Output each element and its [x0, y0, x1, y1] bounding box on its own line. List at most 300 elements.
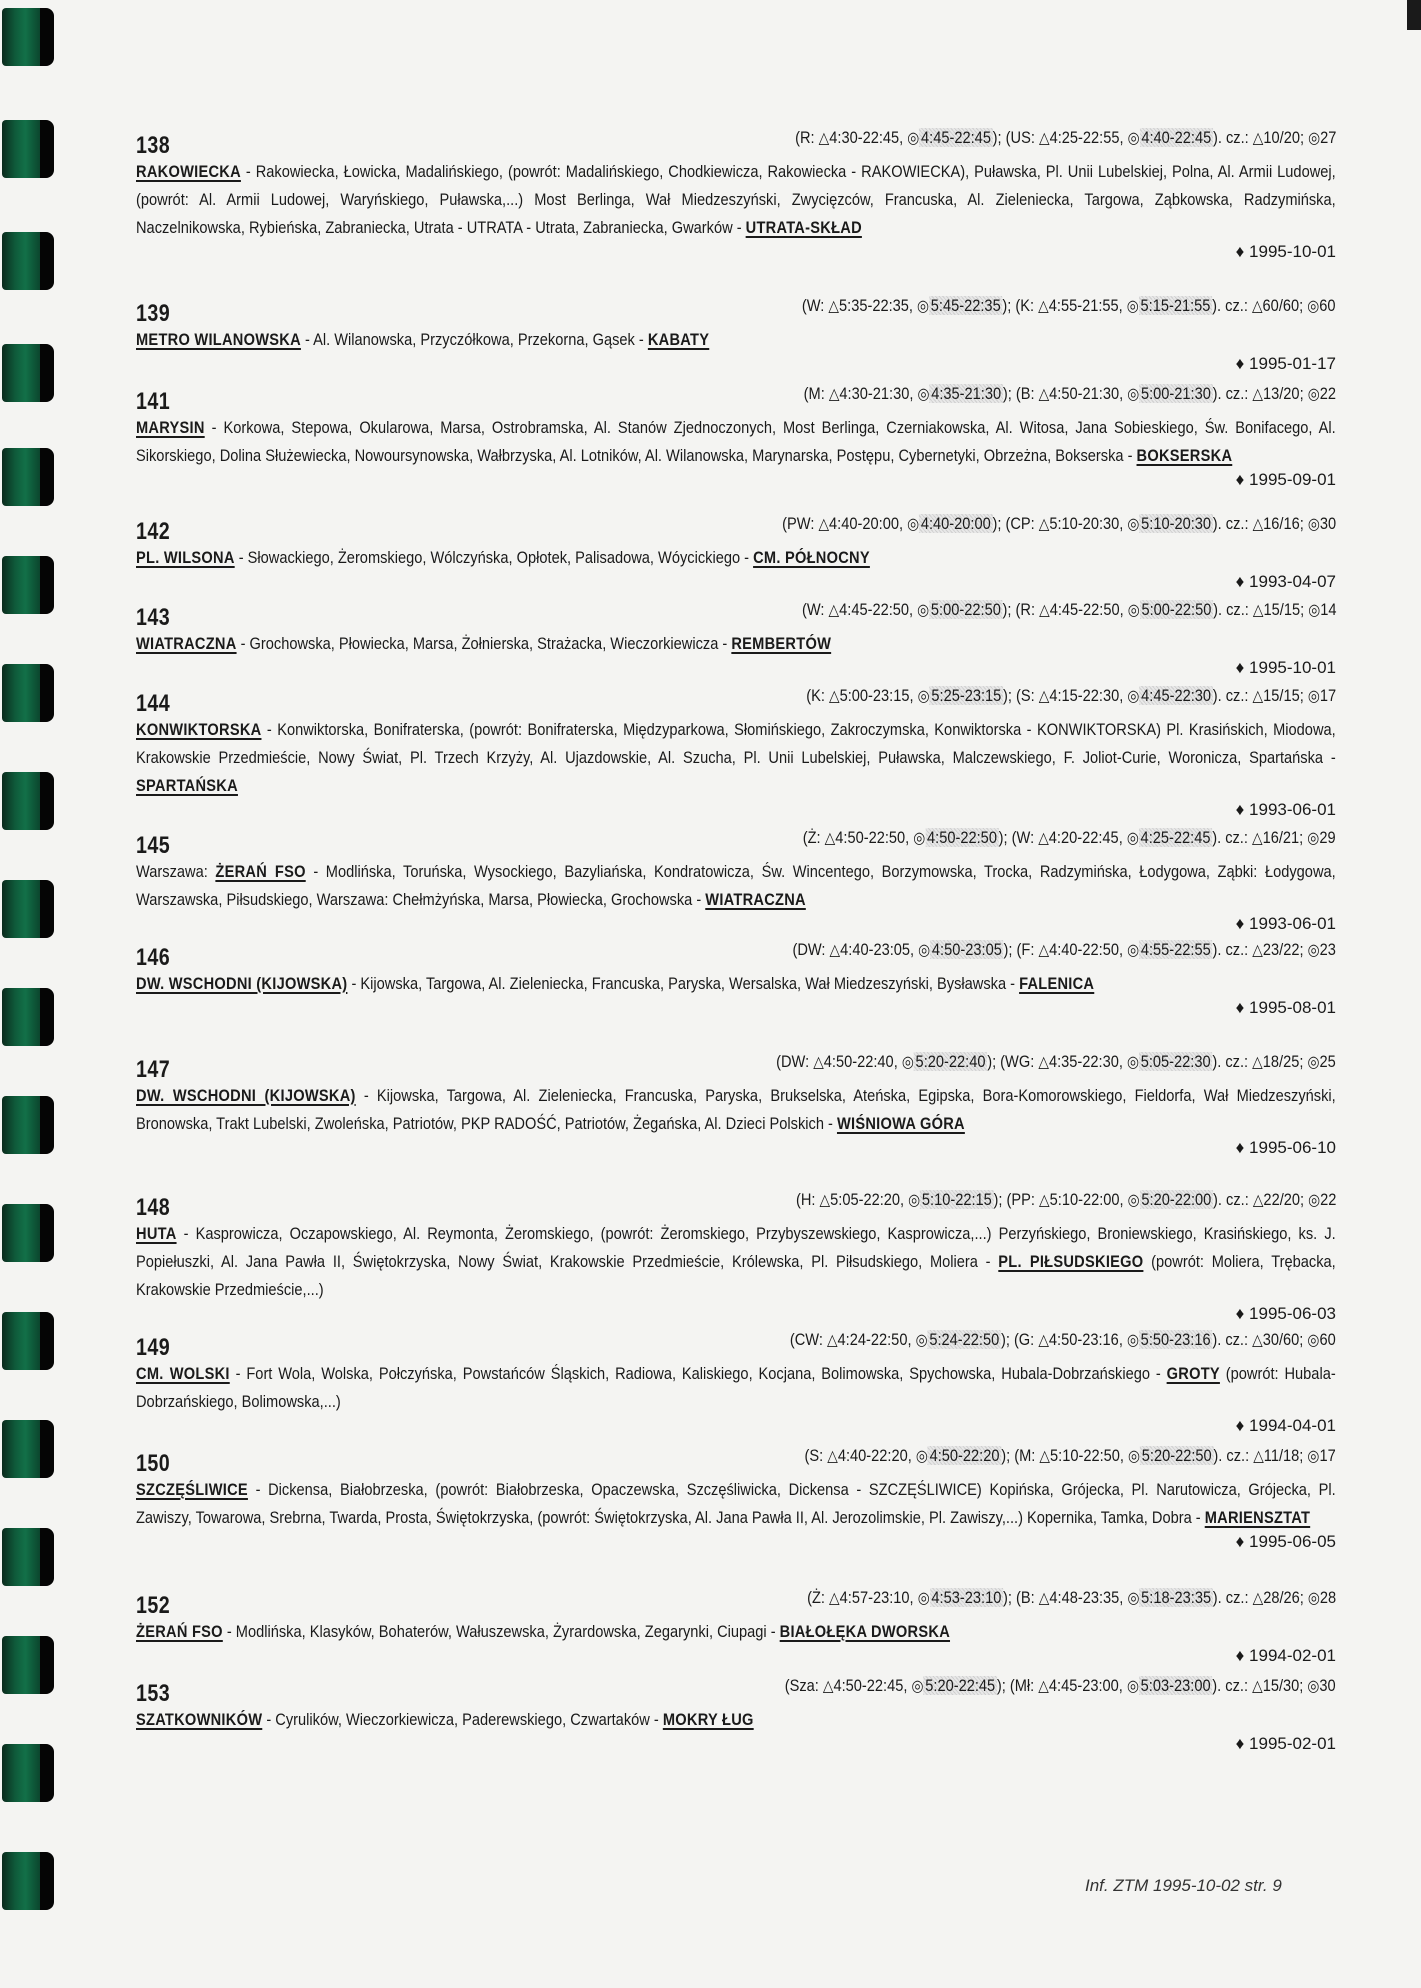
- holiday-icon: ◎: [916, 1448, 929, 1465]
- direction-a-weekday-hours: 4:50-22:40,: [824, 1052, 903, 1071]
- direction-b-holiday-hours: 5:20-22:50: [1142, 1446, 1212, 1465]
- direction-a-weekday-hours: 5:00-23:15,: [839, 686, 918, 705]
- route-description: [136, 1476, 1336, 1532]
- valid-from-date: ♦ 1995-02-01: [1235, 1734, 1336, 1753]
- start-terminus: DW. WSCHODNI (KIJOWSKA): [136, 1086, 356, 1105]
- route-number: 152: [136, 1592, 171, 1619]
- valid-from-date: ♦ 1995-01-17: [1235, 354, 1336, 373]
- direction-b-weekday-hours: 4:48-23:35,: [1049, 1588, 1128, 1607]
- weekday-icon: △: [1252, 1192, 1263, 1209]
- start-terminus: CM. WOLSKI: [136, 1364, 230, 1383]
- route-streets: - Dickensa, Białobrzeska, (powrót: Białobrzeska, Opaczewska, Szczęśliwicka, Dickensa - SZCZĘŚLIWICE) Kopińska, Grójecka, Pl. Narutowicza, Grójecka, Pl. Zawiszy, Towarowa, Srebrna, Twarda, Prosta, Świętokrzyska, (powrót: Świętokrzyska, Al. Jana Pawła II, Al. Jerozolimskie, Pl. Zawiszy,...) Kopernika, Tamka, Dobra -: [136, 1480, 1336, 1527]
- date-row: [136, 242, 1336, 262]
- weekday-icon: △: [825, 830, 836, 847]
- date-row: [136, 1304, 1336, 1324]
- end-terminus: WIATRACZNA: [705, 890, 806, 909]
- direction-a-weekday-hours: 4:50-22:45,: [833, 1676, 912, 1695]
- weekday-icon: △: [1252, 1054, 1263, 1071]
- holiday-icon: ◎: [1307, 1054, 1320, 1071]
- direction-a-holiday-hours: 4:35-21:30: [931, 384, 1002, 403]
- holiday-frequency: 60: [1319, 296, 1336, 315]
- route-description: [136, 1706, 1336, 1734]
- binding-ring: [2, 988, 54, 1046]
- route-number: 143: [136, 604, 171, 631]
- direction-b-code: ); (R:: [1002, 600, 1039, 619]
- route-entry-147: [136, 1052, 1336, 1158]
- direction-b-weekday-hours: 4:40-22:50,: [1049, 940, 1128, 959]
- weekday-icon: △: [1252, 386, 1263, 403]
- route-description: [136, 1618, 1336, 1646]
- holiday-icon: ◎: [1307, 1192, 1320, 1209]
- weekday-icon: △: [1252, 1590, 1263, 1607]
- direction-b-weekday-hours: 4:35-22:30,: [1049, 1052, 1128, 1071]
- binding-ring: [2, 1096, 54, 1154]
- direction-a-holiday-hours: 4:53-23:10: [931, 1588, 1002, 1607]
- route-streets: - Cyrulików, Wieczorkiewicza, Paderewskiego, Czwartaków -: [262, 1710, 663, 1729]
- start-terminus: ŻERAŃ FSO: [215, 862, 306, 881]
- holiday-icon: ◎: [907, 1192, 920, 1209]
- route-entry-150: [136, 1446, 1336, 1552]
- holiday-icon: ◎: [1307, 1678, 1320, 1695]
- direction-a-code: (DW:: [776, 1052, 814, 1071]
- date-row: [136, 800, 1336, 820]
- direction-a-code: (DW:: [792, 940, 830, 959]
- valid-from-date: ♦ 1994-02-01: [1235, 1646, 1336, 1665]
- weekday-icon: △: [1038, 942, 1050, 959]
- direction-a-weekday-hours: 4:30-22:45,: [828, 128, 907, 147]
- start-terminus: METRO WILANOWSKA: [136, 330, 301, 349]
- direction-b-holiday-hours: 4:40-22:45: [1140, 128, 1211, 147]
- holiday-frequency: 60: [1319, 1330, 1336, 1349]
- direction-b-code: ); (S:: [1002, 686, 1039, 705]
- end-terminus: FALENICA: [1019, 974, 1095, 993]
- route-number: 138: [136, 132, 171, 159]
- direction-b-weekday-hours: 4:50-23:16,: [1049, 1330, 1128, 1349]
- route-number: 146: [136, 944, 171, 971]
- weekday-icon: △: [813, 1054, 825, 1071]
- weekday-frequency: 15/15;: [1262, 600, 1308, 619]
- weekday-icon: △: [1039, 1448, 1051, 1465]
- weekday-frequency: 60/60;: [1262, 296, 1308, 315]
- route-entry-149: [136, 1330, 1336, 1436]
- direction-a-code: (Ż:: [803, 828, 826, 847]
- holiday-frequency: 25: [1319, 1052, 1336, 1071]
- holiday-icon: ◎: [1127, 1054, 1140, 1071]
- direction-b-holiday-hours: 5:00-21:30: [1140, 384, 1211, 403]
- direction-a-code: (M:: [803, 384, 829, 403]
- holiday-icon: ◎: [1307, 1332, 1320, 1349]
- weekday-icon: △: [1252, 602, 1263, 619]
- weekday-icon: △: [1038, 1590, 1050, 1607]
- weekday-icon: △: [1252, 1678, 1263, 1695]
- holiday-frequency: 17: [1319, 686, 1336, 705]
- holiday-frequency: 27: [1319, 128, 1336, 147]
- holiday-icon: ◎: [1128, 1448, 1141, 1465]
- weekday-icon: △: [1038, 1054, 1050, 1071]
- direction-b-holiday-hours: 4:25-22:45: [1140, 828, 1211, 847]
- binding-ring: [2, 1204, 54, 1262]
- direction-b-code: ); (K:: [1002, 296, 1039, 315]
- binding-ring: [2, 1528, 54, 1586]
- weekday-icon: △: [1038, 516, 1050, 533]
- holiday-icon: ◎: [917, 386, 930, 403]
- route-description: [136, 414, 1336, 470]
- holiday-frequency: 30: [1319, 1676, 1336, 1695]
- frequency-label: ). cz.:: [1212, 296, 1253, 315]
- frequency-label: ). cz.:: [1212, 384, 1253, 403]
- service-hours: [796, 1190, 1336, 1210]
- end-terminus: PL. PIŁSUDSKIEGO: [998, 1252, 1144, 1271]
- route-description: [136, 326, 1336, 354]
- valid-from-date: ♦ 1993-04-07: [1235, 572, 1336, 591]
- route-number: 150: [136, 1450, 171, 1477]
- service-hours: [807, 1588, 1336, 1608]
- route-entry-146: [136, 940, 1336, 1018]
- frequency-label: ). cz.:: [1212, 940, 1253, 959]
- entry-header: [136, 828, 1336, 858]
- direction-a-code: (CW:: [790, 1330, 828, 1349]
- entry-header: [136, 1588, 1336, 1618]
- weekday-icon: △: [828, 298, 840, 315]
- service-hours: [806, 686, 1336, 706]
- weekday-icon: △: [828, 386, 840, 403]
- holiday-frequency: 28: [1319, 1588, 1336, 1607]
- direction-b-code: ); (CP:: [992, 514, 1039, 533]
- weekday-icon: △: [818, 516, 829, 533]
- weekday-frequency: 22/20;: [1262, 1190, 1308, 1209]
- end-terminus: GROTY: [1166, 1364, 1220, 1383]
- weekday-icon: △: [1252, 830, 1263, 847]
- date-row: [136, 1138, 1336, 1158]
- direction-a-weekday-hours: 4:50-22:50,: [835, 828, 914, 847]
- direction-b-weekday-hours: 5:10-22:50,: [1050, 1446, 1129, 1465]
- service-hours: [785, 1676, 1336, 1696]
- route-number: 144: [136, 690, 171, 717]
- direction-a-code: (PW:: [782, 514, 819, 533]
- binding-ring: [2, 1636, 54, 1694]
- holiday-icon: ◎: [1307, 1590, 1320, 1607]
- date-row: [136, 1532, 1336, 1552]
- route-entry-143: [136, 600, 1336, 678]
- weekday-icon: △: [829, 942, 841, 959]
- weekday-icon: △: [828, 602, 839, 619]
- date-row: [136, 1416, 1336, 1436]
- holiday-icon: ◎: [917, 298, 930, 315]
- route-number: 142: [136, 518, 171, 545]
- end-terminus: REMBERTÓW: [731, 634, 832, 653]
- route-entry-141: [136, 384, 1336, 490]
- direction-a-weekday-hours: 4:24-22:50,: [837, 1330, 916, 1349]
- route-streets: - Kijowska, Targowa, Al. Zieleniecka, Francuska, Paryska, Brukselska, Ateńska, Egipska, Bora-Komorowskiego, Fieldorfa, Wał Miedzeszyński, Bronowska, Trakt Lubelski, Zwoleńska, Patriotów, PKP RADOŚĆ, Patriotów, Żegańska, Al. Dzieci Polskich -: [136, 1086, 1336, 1133]
- holiday-icon: ◎: [906, 516, 919, 533]
- direction-b-weekday-hours: 4:25-22:55,: [1049, 128, 1128, 147]
- direction-b-code: ); (B:: [1002, 384, 1039, 403]
- binding-ring: [2, 8, 54, 66]
- frequency-label: ). cz.:: [1212, 1588, 1253, 1607]
- weekday-frequency: 16/21;: [1262, 828, 1308, 847]
- holiday-icon: ◎: [917, 688, 930, 705]
- start-terminus: SZCZĘŚLIWICE: [136, 1480, 248, 1499]
- valid-from-date: ♦ 1993-06-01: [1235, 914, 1336, 933]
- start-terminus: SZATKOWNIKÓW: [136, 1710, 263, 1729]
- route-entry-142: [136, 514, 1336, 592]
- weekday-icon: △: [1252, 516, 1263, 533]
- route-streets: - Modlińska, Klasyków, Bohaterów, Wałuszewska, Żyrardowska, Zegarynki, Ciupagi -: [222, 1622, 780, 1641]
- direction-b-code: ); (M:: [1001, 1446, 1040, 1465]
- frequency-label: ). cz.:: [1212, 128, 1253, 147]
- holiday-icon: ◎: [1307, 298, 1320, 315]
- frequency-label: ). cz.:: [1212, 1330, 1253, 1349]
- binding-ring: [2, 664, 54, 722]
- holiday-icon: ◎: [1127, 1332, 1140, 1349]
- weekday-frequency: 30/60;: [1262, 1330, 1308, 1349]
- service-hours: [802, 296, 1336, 316]
- weekday-icon: △: [828, 688, 840, 705]
- route-entry-138: [136, 128, 1336, 262]
- service-hours: [776, 1052, 1336, 1072]
- weekday-icon: △: [828, 1590, 840, 1607]
- route-description: [136, 158, 1336, 242]
- binding-ring: [2, 772, 54, 830]
- route-entry-139: [136, 296, 1336, 374]
- route-number: 145: [136, 832, 171, 859]
- weekday-icon: △: [1253, 1448, 1265, 1465]
- holiday-icon: ◎: [1127, 1678, 1140, 1695]
- holiday-icon: ◎: [1307, 942, 1320, 959]
- date-row: [136, 914, 1336, 934]
- direction-a-code: (K:: [806, 686, 829, 705]
- weekday-frequency: 28/26;: [1262, 1588, 1308, 1607]
- weekday-frequency: 10/20;: [1262, 128, 1308, 147]
- direction-b-holiday-hours: 5:20-22:00: [1140, 1190, 1211, 1209]
- direction-a-holiday-hours: 5:24-22:50: [929, 1330, 1000, 1349]
- weekday-frequency: 16/16;: [1262, 514, 1308, 533]
- valid-from-date: ♦ 1995-09-01: [1235, 470, 1336, 489]
- weekday-icon: △: [1252, 130, 1263, 147]
- holiday-icon: ◎: [1127, 130, 1140, 147]
- holiday-icon: ◎: [1127, 298, 1140, 315]
- direction-b-weekday-hours: 4:55-21:55,: [1049, 296, 1128, 315]
- direction-b-holiday-hours: 5:15-21:55: [1140, 296, 1211, 315]
- frequency-label: ). cz.:: [1212, 1190, 1253, 1209]
- holiday-icon: ◎: [1127, 1590, 1140, 1607]
- holiday-icon: ◎: [1127, 830, 1140, 847]
- holiday-icon: ◎: [1307, 130, 1320, 147]
- start-terminus: MARYSIN: [136, 418, 205, 437]
- start-terminus: HUTA: [136, 1224, 177, 1243]
- weekday-icon: △: [1038, 298, 1050, 315]
- holiday-icon: ◎: [916, 602, 929, 619]
- holiday-frequency: 29: [1319, 828, 1336, 847]
- weekday-icon: △: [1038, 688, 1050, 705]
- holiday-icon: ◎: [1307, 688, 1320, 705]
- direction-b-code: ); (W:: [999, 828, 1039, 847]
- direction-a-code: (W:: [801, 600, 829, 619]
- route-number: 148: [136, 1194, 171, 1221]
- binding-ring: [2, 1744, 54, 1802]
- valid-from-date: ♦ 1995-08-01: [1235, 998, 1336, 1017]
- weekday-icon: △: [819, 1192, 830, 1209]
- route-description: [136, 970, 1336, 998]
- entry-header: [136, 1330, 1336, 1360]
- holiday-icon: ◎: [1127, 386, 1140, 403]
- date-row: [136, 1734, 1336, 1754]
- service-hours: [803, 828, 1336, 848]
- entry-header: [136, 1052, 1336, 1082]
- weekday-icon: △: [1252, 688, 1263, 705]
- route-streets: - Słowackiego, Żeromskiego, Wólczyńska, Opłotek, Palisadowa, Wóycickiego -: [234, 548, 754, 567]
- direction-a-holiday-hours: 5:25-23:15: [931, 686, 1002, 705]
- spiral-binding: [0, 0, 70, 1988]
- entry-header: [136, 686, 1336, 716]
- holiday-frequency: 17: [1319, 1446, 1336, 1465]
- holiday-icon: ◎: [917, 1590, 930, 1607]
- direction-b-holiday-hours: 5:10-20:30: [1140, 514, 1211, 533]
- direction-a-holiday-hours: 5:45-22:35: [931, 296, 1002, 315]
- weekday-icon: △: [1038, 386, 1050, 403]
- direction-a-code: (R:: [794, 128, 819, 147]
- weekday-frequency: 23/22;: [1262, 940, 1308, 959]
- direction-a-code: (Ż:: [806, 1588, 829, 1607]
- route-entry-148: [136, 1190, 1336, 1324]
- direction-a-holiday-hours: 5:20-22:45: [925, 1676, 996, 1695]
- direction-b-weekday-hours: 4:20-22:45,: [1049, 828, 1128, 847]
- weekday-frequency: 18/25;: [1262, 1052, 1308, 1071]
- direction-b-code: ); (WG:: [987, 1052, 1039, 1071]
- route-streets: - Korkowa, Stepowa, Okularowa, Marsa, Ostrobramska, Al. Stanów Zjednoczonych, Most Berlinga, Czerniakowska, Al. Witosa, Jana Sobieskiego, Św. Bonifacego, Al. Sikorskiego, Dolina Służewiecka, Nowoursynowska, Wałbrzyska, Al. Lotników, Al. Wilanowska, Marynarska, Postępu, Cybernetyki, Obrzeżna, Bokserska -: [136, 418, 1336, 465]
- route-entry-153: [136, 1676, 1336, 1754]
- direction-b-code: ); (US:: [992, 128, 1039, 147]
- binding-ring: [2, 448, 54, 506]
- weekday-icon: △: [827, 1332, 838, 1349]
- end-terminus: CM. PÓŁNOCNY: [753, 548, 870, 567]
- start-terminus: ŻERAŃ FSO: [136, 1622, 223, 1641]
- end-terminus: MOKRY ŁUG: [662, 1710, 754, 1729]
- valid-from-date: ♦ 1995-10-01: [1235, 658, 1336, 677]
- direction-b-code: ); (G:: [1001, 1330, 1039, 1349]
- holiday-icon: ◎: [1127, 942, 1140, 959]
- direction-b-holiday-hours: 5:18-23:35: [1140, 1588, 1211, 1607]
- route-number: 149: [136, 1334, 171, 1361]
- direction-a-holiday-hours: 4:50-22:20: [929, 1446, 1000, 1465]
- start-terminus: RAKOWIECKA: [136, 162, 241, 181]
- page-corner-mark: [1407, 0, 1421, 30]
- date-row: [136, 470, 1336, 490]
- weekday-icon: △: [1252, 942, 1263, 959]
- direction-a-weekday-hours: 4:40-20:00,: [828, 514, 907, 533]
- service-hours: [795, 128, 1336, 148]
- binding-ring: [2, 1312, 54, 1370]
- binding-ring: [2, 1852, 54, 1910]
- weekday-icon: △: [827, 1448, 839, 1465]
- route-streets: - Kasprowicza, Oczapowskiego, Al. Reymonta, Żeromskiego, (powrót: Żeromskiego, Przybyszewskiego, Kasprowicza,...) Perzyńskiego, Broniewskiego, Krasińskiego, ks. J. Popiełuszki, Al. Jana Pawła II, Świętokrzyska, Nowy Świat, Krakowskie Przedmieście, Królewska, Pl. Piłsudskiego, Moliera -: [136, 1224, 1336, 1271]
- valid-from-date: ♦ 1995-06-05: [1235, 1532, 1336, 1551]
- direction-b-holiday-hours: 5:03-23:00: [1140, 1676, 1211, 1695]
- frequency-label: ). cz.:: [1212, 1676, 1253, 1695]
- direction-a-weekday-hours: 4:40-22:20,: [838, 1446, 917, 1465]
- holiday-frequency: 22: [1319, 384, 1336, 403]
- end-terminus: SPARTAŃSKA: [136, 776, 238, 795]
- direction-b-weekday-hours: 4:45-22:50,: [1049, 600, 1128, 619]
- end-terminus: MARIENSZTAT: [1204, 1508, 1311, 1527]
- frequency-label: ). cz.:: [1212, 686, 1253, 705]
- route-description: [136, 1082, 1336, 1138]
- direction-b-holiday-hours: 5:00-22:50: [1140, 600, 1211, 619]
- entry-header: [136, 1676, 1336, 1706]
- service-hours: [805, 1446, 1336, 1466]
- route-streets: - Modlińska, Toruńska, Wysockiego, Bazyliańska, Kondratowicza, Św. Wincentego, Borzymowska, Trocka, Radzymińska, Łodygowa, Ząbki: Łodygowa, Warszawska, Piłsudskiego, Warszawa: Chełmżyńska, Marsa, Płowiecka, Grochowska -: [136, 862, 1336, 909]
- holiday-icon: ◎: [915, 1332, 928, 1349]
- frequency-label: ). cz.:: [1212, 1052, 1253, 1071]
- direction-b-holiday-hours: 4:55-22:55: [1140, 940, 1211, 959]
- direction-b-weekday-hours: 5:10-20:30,: [1049, 514, 1128, 533]
- holiday-icon: ◎: [1127, 1192, 1140, 1209]
- direction-b-code: ); (PP:: [993, 1190, 1039, 1209]
- valid-from-date: ♦ 1995-06-03: [1235, 1304, 1336, 1323]
- holiday-icon: ◎: [906, 130, 919, 147]
- weekday-icon: △: [1038, 830, 1050, 847]
- holiday-icon: ◎: [1307, 830, 1320, 847]
- holiday-icon: ◎: [902, 1054, 915, 1071]
- route-entry-144: [136, 686, 1336, 820]
- holiday-icon: ◎: [918, 942, 931, 959]
- weekday-icon: △: [1038, 1678, 1050, 1695]
- weekday-icon: △: [1038, 602, 1050, 619]
- weekday-frequency: 15/15;: [1262, 686, 1308, 705]
- service-hours: [802, 600, 1336, 620]
- date-row: [136, 1646, 1336, 1666]
- direction-a-holiday-hours: 5:10-22:15: [921, 1190, 992, 1209]
- route-number: 141: [136, 388, 171, 415]
- direction-a-code: (S:: [804, 1446, 828, 1465]
- frequency-label: ). cz.:: [1212, 514, 1253, 533]
- valid-from-date: ♦ 1995-10-01: [1235, 242, 1336, 261]
- valid-from-date: ♦ 1994-04-01: [1235, 1416, 1336, 1435]
- date-row: [136, 572, 1336, 592]
- date-row: [136, 354, 1336, 374]
- weekday-frequency: 13/20;: [1262, 384, 1308, 403]
- route-streets: - Grochowska, Płowiecka, Marsa, Żołnierska, Strażacka, Wieczorkiewicza -: [236, 634, 732, 653]
- holiday-icon: ◎: [911, 1678, 924, 1695]
- holiday-icon: ◎: [1307, 386, 1320, 403]
- return-note: (powrót: Hubala-Dobrzańskiego, Bolimowska,...): [136, 1364, 1336, 1411]
- direction-b-weekday-hours: 4:50-21:30,: [1049, 384, 1128, 403]
- service-hours: [804, 384, 1336, 404]
- start-terminus: WIATRACZNA: [136, 634, 237, 653]
- weekday-icon: △: [818, 130, 829, 147]
- service-hours: [793, 940, 1336, 960]
- service-hours: [790, 1330, 1336, 1350]
- route-streets: - Fort Wola, Wolska, Połczyńska, Powstańców Śląskich, Radiowa, Kaliskiego, Kocjana, Bolimowska, Spychowska, Hubala-Dobrzańskiego -: [229, 1364, 1167, 1383]
- route-description: [136, 630, 1336, 658]
- end-terminus: BIAŁOŁĘKA DWORSKA: [779, 1622, 951, 1641]
- direction-a-code: (Sza:: [784, 1676, 824, 1695]
- route-streets: - Rakowiecka, Łowicka, Madalińskiego, (powrót: Madalińskiego, Chodkiewicza, Rakowiecka - RAKOWIECKA), Puławska, Pl. Unii Lubelskiej, Polna, Al. Armii Ludowej, (powrót: Al. Armii Ludowej, Waryńskiego, Puławska,...) Most Berlinga, Wał Miedzeszyński, Zwycięzców, Francuska, Al. Zieleniecka, Targowa, Ząbkowska, Radzymińska, Naczelnikowska, Rybieńska, Zabraniecka, Utrata - UTRATA - Utrata, Zabraniecka, Gwarków -: [136, 162, 1336, 237]
- direction-b-weekday-hours: 5:10-22:00,: [1049, 1190, 1128, 1209]
- entry-header: [136, 1190, 1336, 1220]
- direction-a-holiday-hours: 4:40-20:00: [920, 514, 991, 533]
- weekday-icon: △: [1252, 1332, 1263, 1349]
- direction-a-weekday-hours: 4:45-22:50,: [838, 600, 917, 619]
- entry-header: [136, 514, 1336, 544]
- frequency-label: ). cz.:: [1212, 600, 1253, 619]
- frequency-label: ). cz.:: [1213, 1446, 1254, 1465]
- route-number: 153: [136, 1680, 171, 1707]
- binding-ring: [2, 344, 54, 402]
- route-streets: - Konwiktorska, Bonifraterska, (powrót: Bonifraterska, Międzyparkowa, Słomińskiego, Zakroczymska, Konwiktorska - KONWIKTORSKA) Pl. Krasińskich, Miodowa, Krakowskie Przedmieście, Nowy Świat, Pl. Trzech Krzyży, Al. Ujazdowskie, Al. Szucha, Pl. Unii Lubelskiej, Puławska, Malczewskiego, F. Joliot-Curie, Woronicza, Spartańska -: [136, 720, 1336, 767]
- municipality-prefix: Warszawa:: [136, 862, 216, 881]
- date-row: [136, 658, 1336, 678]
